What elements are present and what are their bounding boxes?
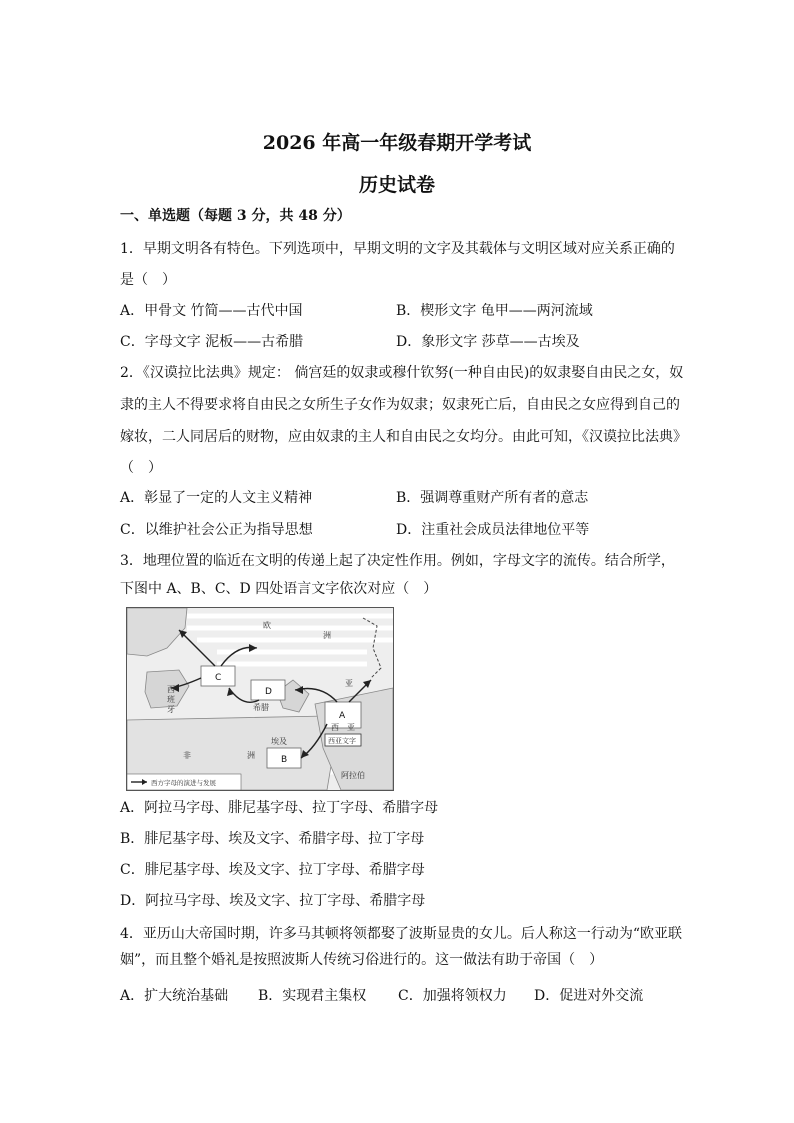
map-box-a-letter: A (339, 711, 346, 721)
map-figure (127, 608, 393, 790)
q4-option-d[interactable]: D．促进对外交流 (534, 988, 644, 1004)
q2-stem-line1: 2．《汉谟拉比法典》规定： 倘宫廷的奴隶或穆什钦努(一种自由民)的奴隶娶自由民之女，奴 (120, 365, 684, 381)
q1-option-c[interactable]: C．字母文字 泥板——古希腊 (120, 334, 304, 350)
map-label-europe-1: 欧 (263, 621, 271, 630)
q4-option-c[interactable]: C．加强将领权力 (398, 988, 507, 1004)
q2-stem-line2: 隶的主人不得要求将自由民之女所生子女作为奴隶；奴隶死亡后，自由民之女应得到自己的 (120, 397, 680, 413)
alphabet-spread-map (126, 607, 394, 791)
map-box-b-letter: B (281, 755, 288, 765)
map-label-spain-2: 班 (167, 695, 175, 704)
q2-stem-line3: 嫁妆，二人同居后的财物，应由奴隶的主人和自由民之女均分。由此可知，《汉谟拉比法典》 (120, 429, 687, 445)
exam-title: 2026 年高一年级春期开学考试 (262, 132, 532, 154)
map-label-spain-1: 西 (167, 685, 175, 694)
map-label-asia: 亚 (345, 679, 353, 688)
map-label-arabia: 阿拉伯 (341, 771, 365, 780)
map-label-script: 西亚文字 (328, 737, 356, 745)
exam-subtitle: 历史试卷 (358, 174, 435, 196)
q3-option-c[interactable]: C．腓尼基字母、埃及文字、拉丁字母、希腊字母 (120, 862, 425, 878)
q2-option-d[interactable]: D．注重社会成员法律地位平等 (396, 522, 590, 538)
q1-option-a[interactable]: A．甲骨文 竹简——古代中国 (120, 303, 303, 319)
q3-stem-line2: 下图中 A、B、C、D 四处语言文字依次对应（ ） (120, 581, 438, 597)
q2-option-c[interactable]: C．以维护社会公正为指导思想 (120, 522, 313, 538)
q2-option-b[interactable]: B．强调尊重财产所有者的意志 (396, 490, 589, 506)
map-label-greece: 希腊 (253, 703, 269, 712)
map-label-europe-2: 洲 (323, 631, 331, 640)
q2-option-a[interactable]: A．彰显了一定的人文主义精神 (120, 490, 313, 506)
map-label-africa-2: 洲 (247, 751, 255, 760)
q1-option-d[interactable]: D．象形文字 莎草——古埃及 (396, 334, 580, 350)
map-box-c-letter: C (215, 673, 222, 683)
map-label-spain-3: 牙 (167, 705, 175, 714)
section-heading: 一、单选题（每题 3 分，共 48 分） (120, 208, 351, 224)
q1-stem-line1: 1．早期文明各有特色。下列选项中，早期文明的文字及其载体与文明区域对应关系正确的 (120, 241, 675, 257)
map-legend-text: 西方字母的演进与发展 (151, 779, 216, 787)
map-label-africa-1: 非 (183, 751, 191, 760)
map-label-westasia: 西 亚 (331, 723, 355, 732)
q4-stem-line2: 姻”，而且整个婚礼是按照波斯人传统习俗进行的。这一做法有助于帝国（ ） (120, 952, 604, 968)
q4-option-a[interactable]: A．扩大统治基础 (120, 988, 229, 1004)
q3-option-b[interactable]: B．腓尼基字母、埃及文字、希腊字母、拉丁字母 (120, 831, 425, 847)
map-box-d-letter: D (265, 687, 272, 697)
q3-stem-line1: 3．地理位置的临近在文明的传递上起了决定性作用。例如，字母文字的流传。结合所学， (120, 553, 675, 569)
q1-option-b[interactable]: B．楔形文字 龟甲——两河流域 (396, 303, 593, 319)
q3-option-a[interactable]: A．阿拉马字母、腓尼基字母、拉丁字母、希腊字母 (120, 800, 439, 816)
q4-stem-line1: 4．亚历山大帝国时期，许多马其顿将领都娶了波斯显贵的女儿。后人称这一行动为“欧亚联 (120, 926, 683, 942)
q4-option-b[interactable]: B．实现君主集权 (258, 988, 367, 1004)
q2-stem-line4: （ ） (120, 460, 162, 476)
map-label-egypt: 埃及 (271, 737, 287, 746)
q1-stem-line2: 是（ ） (120, 272, 176, 288)
q3-option-d[interactable]: D．阿拉马字母、埃及文字、拉丁字母、希腊字母 (120, 893, 426, 909)
